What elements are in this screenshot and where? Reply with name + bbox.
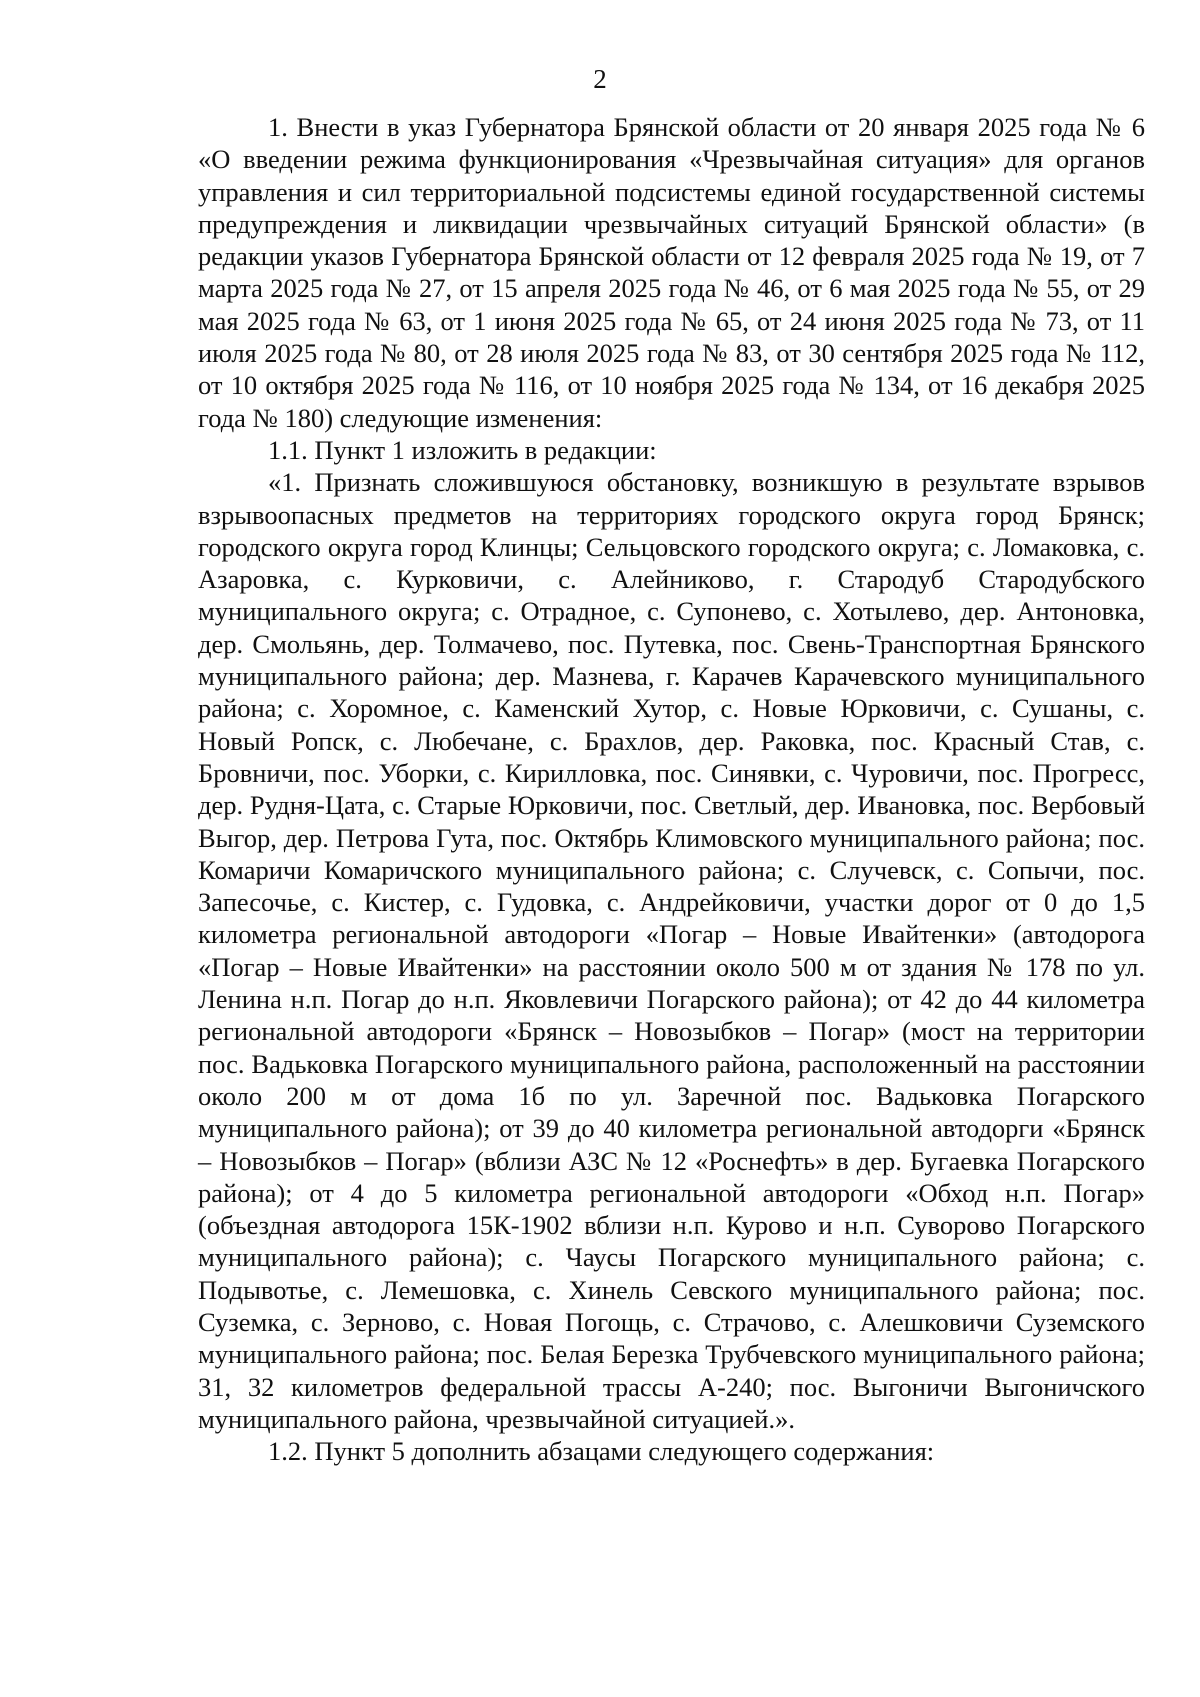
paragraph-item-1-1: 1.1. Пункт 1 изложить в редакции: (268, 434, 657, 465)
paragraph-quoted-item-1: «1. Признать сложившуюся обстановку, возникшую в результате взрывов взрывоопасных предметов на территориях городского округа город Брянск; городского округа город Клинцы; Сельцовского городского округа; с. Ломаковка, с. Азаровка, с. Курковичи, с. Алейниково, г. Стародуб Стародубского муниципального округа; с. Отрадное, с. Супонево, с. Хотылево, дер. Антоновка, дер. Смольянь, дер. Толмачево, пос. Путевка, пос. Свень-Транспортная Брянского муниципального района; дер. Мазнева, г. Карачев Карачевского муниципального района; с. Хоромное, с. Каменский Хутор, с. Новые Юрковичи, с. Сушаны, с. Новый Ропск, с. Любечане, с. Брахлов, дер. Раковка, пос. Красный Став, с. Бровничи, пос. Уборки, с. Кирилловка, пос. Синявки, с. Чуровичи, пос. Прогресс, дер. Рудня-Цата, с. Старые Юрковичи, пос. Светлый, дер. Ивановка, пос. Вербовый Выгор, дер. Петрова Гута, пос. Октябрь Климовского муниципального района; пос. Комаричи Комаричского муниципального района; с. Случевск, с. Сопычи, пос. Запесочье, с. Кистер, с. Гудовка, с. Андрейковичи, участки дорог от 0 до 1,5 километра региональной автодороги «Погар – Новые Ивайтенки» (автодорога «Погар – Новые Ивайтенки» на расстоянии около 500 м от здания № 178 по ул. Ленина н.п. Погар до н.п. Яковлевичи Погарского района); от 42 до 44 километра региональной автодороги «Брянск – Новозыбков – Погар» (мост на территории пос. Вадьковка Погарского муниципального района, расположенный на расстоянии около 200 м от дома 1б по ул. Заречной пос. Вадьковка Погарского муниципального района); от 39 до 40 километра региональной автодорги «Брянск – Новозыбков – Погар» (вблизи АЗС № 12 «Роснефть» в дер. Бугаевка Погарского района); от 4 до 5 километра региональной автодороги «Обход н.п. Погар» (объездная автодорога 15К-1902 вблизи н.п. Курово и н.п. Суворово Погарского муниципального района); с. Чаусы Погарского муниципального района; с. Подывотье, с. Лемешовка, с. Хинель Севского муниципального района; пос. Суземка, с. Зерново, с. Новая Погощь, с. Страчово, с. Алешковичи Суземского муниципального района; пос. Белая Березка Трубчевского муниципального района; 31, 32 километров федеральной трассы А-240; пос. Выгоничи Выгоничского муниципального района, чрезвычайной ситуацией.». (198, 467, 1145, 1434)
document-body (198, 111, 1145, 1467)
paragraph-item-1-2: 1.2. Пункт 5 дополнить абзацами следующего содержания: (268, 1436, 935, 1467)
paragraph-item-1: 1. Внести в указ Губернатора Брянской области от 20 января 2025 года № 6 «О введении режима функционирования «Чрезвычайная ситуация» для органов управления и сил территориальной подсистемы единой государственной системы предупреждения и ликвидации чрезвычайных ситуаций Брянской области» (в редакции указов Губернатора Брянской области от 12 февраля 2025 года № 19, от 7 марта 2025 года № 27, от 15 апреля 2025 года № 46, от 6 мая 2025 года № 55, от 29 мая 2025 года № 63, от 1 июня 2025 года № 65, от 24 июня 2025 года № 73, от 11 июля 2025 года № 80, от 28 июля 2025 года № 83, от 30 сентября 2025 года № 112, от 10 октября 2025 года № 116, от 10 ноября 2025 года № 134, от 16 декабря 2025 года № 180) следующие изменения: (198, 112, 1145, 433)
page-number: 2 (593, 64, 607, 94)
